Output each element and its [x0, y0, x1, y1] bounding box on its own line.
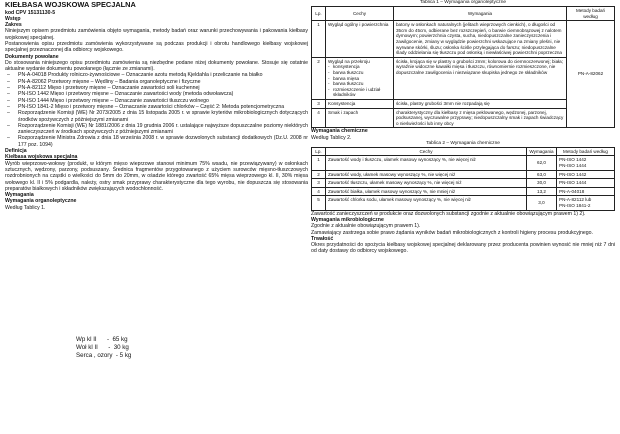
table-1-reference: Według Tablicy 1. [5, 204, 46, 211]
document-item: – PN-A-04018 Produkty rolniczo-żywnościowe – Oznaczanie azotu metodą Kjeldahla i przeliczanie na białko [5, 72, 308, 78]
row-requirement: charakterystyczny dla kiełbasy z mięsa peklowanego, wędzonej, parzonej, podsuszanej, wyczuwalne przyprawy; niedopuszczalny smak i zapach świadczący o nieświeżości lub inny obcy [394, 108, 567, 128]
document-item: – Rozporządzenie Ministra Zdrowia z dnia 18 września 2008 r. w sprawie dozwolonych substancji dodatkowych (Dz.U. 2008 nr 177 poz. 1094) [5, 135, 308, 148]
right-column [311, 0, 615, 255]
chemical-note: Zawartość zanieczyszczeń w produkcie oraz dozwolonych substancji zgodnie z aktualnie obowiązującym prawem 1) 2). [311, 210, 586, 217]
micro-paragraph-2: Zamawiający zastrzega sobie prawo żądania wyników badań mikrobiologicznych z kontroli higieny procesu produkcyjnego. [311, 229, 593, 236]
column-header: Wymagania [527, 147, 557, 156]
column-header: Lp. [312, 147, 326, 156]
column-header: Cechy [326, 147, 527, 156]
dokumenty-intro: Do stosowania niniejszego opisu przedmiotu zamówienia są niezbędne podane niżej dokumenty powołane. Stosuje się ostatnie aktualne wydanie dokumentu powołanego (łącznie ze zmianami). [5, 59, 308, 73]
document-item: – PN-A-82112 Mięso i przetwory mięsne – Oznaczanie zawartości soli kuchennej [5, 85, 308, 91]
cpv-code: kod CPV 15131130-5 [5, 9, 56, 16]
row-feature: Zawartość białka, ułamek masowy wynoszący %, nie mniej niż [326, 187, 527, 196]
row-method: PN-ISO 1444 [559, 163, 587, 169]
row-feature: Konsystencja [326, 99, 394, 108]
heading-wymagania: Wymagania [5, 192, 34, 199]
table-2-reference: Według Tablicy 2. [311, 134, 352, 141]
table-row [312, 187, 615, 196]
row-feature: Wygląd na przekroju [328, 58, 370, 64]
table-1-caption: Tablica 1 – Wymagania organoleptyczne [419, 0, 507, 5]
column-header: Metody badań według [567, 7, 615, 21]
row-method: PN-ISO 1442 [557, 170, 615, 179]
trwalosc-paragraph: Okres przydatności do spożycia kiełbasy wojskowej specjalnej deklarowany przez producenta powinien wynosić nie mniej niż 7 dni od daty dostawy do odbiorcy wojskowego. [311, 242, 615, 255]
row-number: 1 [312, 21, 326, 58]
row-method: PN-ISO 1841-2 [559, 203, 591, 209]
heading-wstep: Wstęp [5, 15, 21, 22]
table-row [312, 179, 615, 188]
row-requirement: ścisła, plastry grubości 3mm nie rozpadają się [394, 99, 567, 108]
subfeature-item: - konsystencja [328, 64, 391, 70]
row-number: 4 [312, 108, 326, 128]
heading-trwalosc: Trwałość [311, 235, 334, 242]
row-feature: Zawartość wody i tłuszczu, ułamek masowy wynoszący %, nie więcej niż [326, 156, 527, 170]
row-value: 30,0 [527, 179, 557, 188]
row-feature: Zawartość tłuszczu, ułamek masowy wynoszący %, nie więcej niż [326, 179, 527, 188]
table-header-row [312, 7, 615, 21]
row-method: PN-A-82112 lub [559, 197, 592, 203]
table-organoleptic [311, 6, 615, 128]
row-feature: Zawartość wody, ułamek masowy wynoszący %, nie więcej niż [326, 170, 527, 179]
heading-dokumenty: Dokumenty powołane [5, 53, 59, 60]
row-number: 2 [312, 170, 326, 179]
heading-definicja: Definicja [5, 148, 27, 155]
row-method-cell [557, 156, 615, 170]
ingredient-item: Woł kl II - 30 kg [76, 343, 129, 351]
document-item: – PN-ISO 1841-2 Mięso i przetwory mięsne – Oznaczanie zawartości chlorków – Część 2: Metoda potencjometryczna [5, 104, 308, 110]
column-header: Wymagania [394, 7, 567, 21]
row-feature: Wygląd ogólny i powierzchnia [326, 21, 394, 58]
definicja-paragraph: Wyrób wieprzowo-wołowy (produkt, w którym mięso wieprzowe stanowi minimum 75% wsadu, nie przewiązywany) w osłonkach sztucznych, wędzony, parzony, podsuszany. Średnica fragmentów przygotowanego z użyciem surowców mięsno-tłuszczowych rozdrobnionych na cząstki o wielkości do 5mm do 20mm, w ośadzie którego zwartość 65% mięsa wieprzowego kl. II, 30% mięsa wołowego kl. II i 5% podgardla, należy, ostry smak przyprawy charakterystyczne dla tego wyrobu, nie dopuszcza się stosowania preparatów białkowych i składników zwiększających wodochłonność. [5, 160, 308, 192]
micro-paragraph-1: Zgodnie z aktualnie obowiązującym prawem 1). [311, 223, 421, 230]
table-2-caption: Tablica 2 – Wymagania chemiczne [426, 140, 500, 146]
subfeature-item: - rozmieszczenie i udział składników [328, 87, 391, 98]
row-requirement: ścisła, krojąca się w plastry o grubości 2mm; kolorowa do ciemnoczerwonej; biała; wyraźnie widoczne kawałki mięsa i tłuszczu, równomiernie rozmieszczone, nie dopuszczalne zawilgocenia i niezwiązane skupiska jednego ze składników [394, 57, 567, 99]
table-row [312, 170, 615, 179]
column-header: Metody badań według [557, 147, 615, 156]
table-row [312, 21, 615, 58]
referenced-documents-list [5, 72, 308, 148]
table-row [312, 156, 615, 170]
row-requirement: batony w osłonkach naturalnych (jelitach wieprzowych cienkich), o długości od 35cm do 45cm, odbierane bez rozszczepień, o barwie ciemnobrązowej z nalotem dymowym; powierzchnia czysta, sucha, niedopuszczalne zanieczyszczenia i zawilgocenie, zmiany w wyglądzie powierzchni wskazujące na zmiany pleśni, nie wyrwane skórki, śluzu; osłonka ściśle przylegająca do farszu; niedopuszczalne ślady oddzielania się tłuszczu pod osłonką i niewłaściwej powierzchni poprzeczna [394, 21, 567, 58]
row-number: 1 [312, 156, 326, 170]
row-feature: Smak i zapach [326, 108, 394, 128]
document-item: – PN-ISO 1444 Mięso i przetwory mięsne – Oznaczanie zawartości tłuszczu wolnego [5, 98, 308, 104]
ingredients-list [76, 336, 256, 359]
subfeature-item: - barwa tłuszczu [328, 70, 391, 76]
heading-chemical: Wymagania chemiczne [311, 128, 368, 135]
heading-kielbasa: Kiełbasa wojskowa specjalna [5, 154, 78, 161]
zakres-paragraph-1: Niniejszym opisem przedmiotu zamówienia objęto wymagania, metody badań oraz warunki przechowywania i pakowania kiełbasy wojskowej specjalnej. [5, 28, 308, 41]
table-row [312, 196, 615, 210]
row-number: 5 [312, 196, 326, 210]
column-header: Cechy [326, 7, 394, 21]
document-item: – Rozporządzenie Komisji (WE) Nr 1881/2006 z dnia 19 grudnia 2006 r. ustalające najwyższe dopuszczalne poziomy niektórych zanieczyszczeń w środkach spożywczych z późniejszymi zmianami [5, 123, 308, 136]
zakres-paragraph-2: Postanowienia opisu przedmiotu zamówienia wykorzystywane są podczas produkcji i obrotu handlowego kiełbasy wojskowej specjalnej przeznaczonej dla odbiorcy wojskowego. [5, 40, 308, 54]
table-chemical [311, 147, 615, 211]
row-number: 2 [312, 57, 326, 99]
row-method: PN-A-04018 [557, 187, 615, 196]
ingredient-item: Serca , ozory - 5 kg [76, 351, 132, 359]
row-value: 13,2 [527, 187, 557, 196]
row-method: PN-ISO 1442 [559, 157, 587, 163]
column-header: Lp. [312, 7, 326, 21]
document-item: – Rozporządzenie Komisji (WE) Nr 2073/2005 z dnia 15 listopada 2005 r. w sprawie kryteriów mikrobiologicznych dotyczących środków spożywczych z późniejszymi zmianami [5, 110, 308, 123]
heading-zakres: Zakres [5, 22, 22, 29]
ingredient-item: Wp kl II - 65 kg [76, 336, 128, 343]
document-title: KIEŁBASA WOJSKOWA SPECJALNA [5, 0, 136, 9]
row-number: 3 [312, 99, 326, 108]
row-method: PN-A-82062 [567, 21, 615, 128]
row-number: 3 [312, 179, 326, 188]
row-method: PN-ISO 1444 [557, 179, 615, 188]
left-column [5, 0, 308, 211]
heading-organoleptic: Wymagania organoleptyczne [5, 198, 77, 205]
table-header-row [312, 147, 615, 156]
row-feature-cell [326, 57, 394, 99]
row-subfeatures [328, 64, 391, 98]
row-value: 63,0 [527, 170, 557, 179]
subfeature-item: - barwa mięsa [328, 76, 391, 82]
heading-microbiological: Wymagania mikrobiologiczne [311, 216, 384, 223]
row-feature: Zawartość chlorku sodu, ułamek masowy wynoszący %, nie więcej niż [326, 196, 527, 210]
row-number: 4 [312, 187, 326, 196]
row-value: 3,0 [527, 196, 557, 210]
row-method-cell [557, 196, 615, 210]
subfeature-item: - barwa tłuszczu [328, 81, 391, 87]
document-item: – PN-ISO 1442 Mięso i przetwory mięsne – Oznaczanie zawartości wody (metoda odwoławcza) [5, 91, 308, 97]
row-value: 62,0 [527, 156, 557, 170]
document-item: – PN-A-82062 Przetwory mięsne – Wędliny – Badania organoleptyczne i fizyczne [5, 79, 308, 85]
